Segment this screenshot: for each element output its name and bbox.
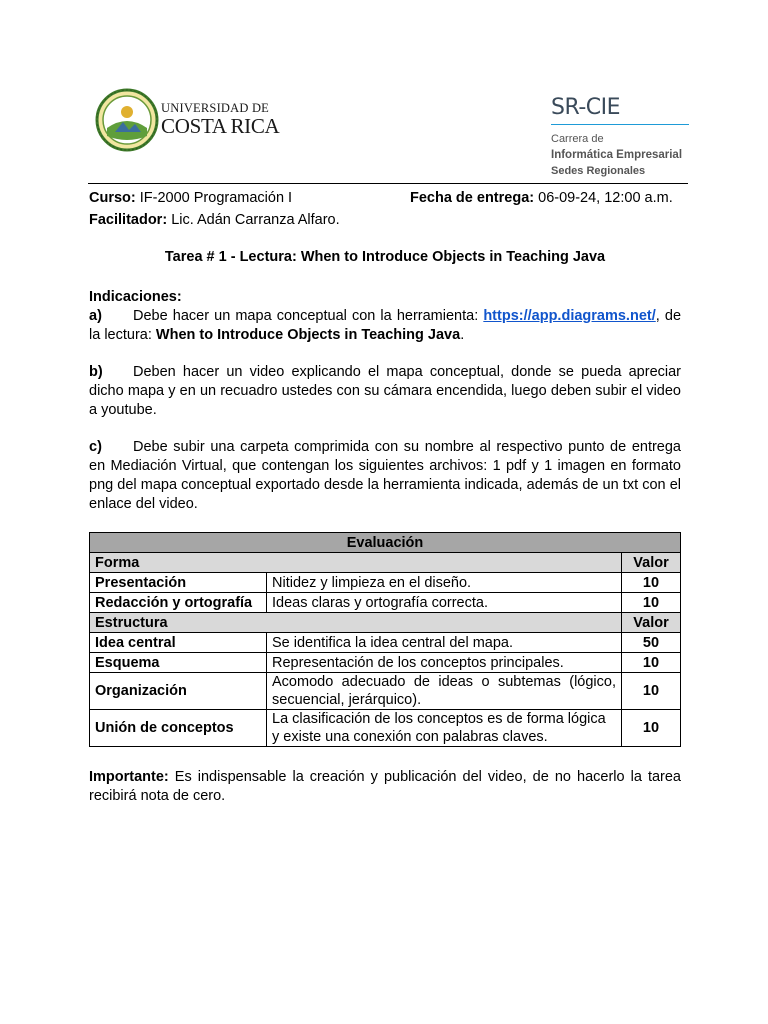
srcie-career-name: Informática Empresarial xyxy=(551,149,683,161)
important-label: Importante: xyxy=(89,769,169,785)
course-label: Curso: xyxy=(89,190,136,206)
instructions-heading: Indicaciones: xyxy=(89,289,182,305)
srcie-title: SR-CIE xyxy=(551,95,621,120)
section-name: Estructura xyxy=(90,613,622,633)
criterion-cell: Unión de conceptos xyxy=(90,710,267,747)
reading-title: When to Introduce Objects in Teaching Java xyxy=(155,327,461,343)
value-header: Valor xyxy=(622,553,681,573)
section-header-row xyxy=(90,553,681,573)
srcie-divider xyxy=(551,124,689,125)
instruction-a xyxy=(89,307,681,345)
ucr-name-line1: UNIVERSIDAD DE xyxy=(161,101,270,115)
diagrams-link[interactable]: https://app.diagrams.net/ xyxy=(483,308,656,324)
section-header-row xyxy=(90,613,681,633)
evaluation-table xyxy=(89,532,681,747)
header-divider xyxy=(88,183,688,184)
evaluation-caption-row xyxy=(90,533,681,553)
description-cell: Ideas claras y ortografía correcta. xyxy=(267,593,622,613)
instruction-c-text: Debe subir una carpeta comprimida con su nombre al respectivo punto de entrega en Mediación Virtual, que contengan los siguientes archivos: 1 pdf y 1 imagen en formato png del mapa conceptual exportado desde la herramienta indicada, además de un txt con el enlace del video. xyxy=(89,439,681,512)
instruction-b-text: Deben hacer un video explicando el mapa conceptual, donde se pueda apreciar dicho mapa y en un recuadro ustedes con su cámara encendida, luego deben subir el video a youtube. xyxy=(89,364,681,418)
due-date-line xyxy=(410,189,673,208)
criterion-cell: Organización xyxy=(90,673,267,710)
table-row xyxy=(90,710,681,747)
instruction-b xyxy=(89,363,681,420)
instruction-a-label: a) xyxy=(89,308,102,324)
description-cell: Nitidez y limpieza en el diseño. xyxy=(267,573,622,593)
table-row xyxy=(90,633,681,653)
instruction-a-end: . xyxy=(460,327,465,343)
srcie-logo xyxy=(551,95,691,179)
value-cell: 10 xyxy=(622,573,681,593)
important-note xyxy=(89,768,681,806)
value-cell: 10 xyxy=(622,710,681,747)
instruction-c-label: c) xyxy=(89,439,102,455)
due-date-value: 06-09-24, 12:00 a.m. xyxy=(538,190,673,206)
important-text: Es indispensable la creación y publicación del video, de no hacerlo la tarea recibirá nota de cero. xyxy=(89,769,681,804)
due-date-label: Fecha de entrega: xyxy=(410,190,535,206)
instruction-a-text: Debe hacer un mapa conceptual con la herramienta: xyxy=(133,308,484,324)
value-cell: 10 xyxy=(622,653,681,673)
value-cell: 10 xyxy=(622,673,681,710)
description-cell: Representación de los conceptos principales. xyxy=(267,653,622,673)
table-row xyxy=(90,673,681,710)
instruction-b-label: b) xyxy=(89,364,103,380)
ucr-seal-icon xyxy=(95,88,159,152)
facilitator-value: Lic. Adán Carranza Alfaro. xyxy=(171,212,340,228)
criterion-cell: Esquema xyxy=(90,653,267,673)
description-cell: Acomodo adecuado de ideas o subtemas (lógico, secuencial, jerárquico). xyxy=(267,673,622,710)
course-value: IF-2000 Programación I xyxy=(139,190,293,206)
criterion-cell: Idea central xyxy=(90,633,267,653)
criterion-cell: Redacción y ortografía xyxy=(90,593,267,613)
assignment-title: Tarea # 1 - Lectura: When to Introduce Objects in Teaching Java xyxy=(164,249,606,265)
description-cell: Se identifica la idea central del mapa. xyxy=(267,633,622,653)
evaluation-caption: Evaluación xyxy=(90,533,681,553)
course-line xyxy=(89,189,292,208)
table-row xyxy=(90,653,681,673)
facilitator-line xyxy=(89,211,340,230)
instruction-a-text-cont: , de la lectura: xyxy=(89,308,682,343)
srcie-sedes: Sedes Regionales xyxy=(551,165,646,177)
ucr-logo xyxy=(95,88,305,160)
description-cell: La clasificación de los conceptos es de forma lógica y existe una conexión con palabras claves. xyxy=(267,710,622,747)
value-cell: 10 xyxy=(622,593,681,613)
table-row xyxy=(90,573,681,593)
value-cell: 50 xyxy=(622,633,681,653)
instruction-c xyxy=(89,438,681,514)
srcie-career-label: Carrera de xyxy=(551,133,604,145)
section-name: Forma xyxy=(90,553,622,573)
criterion-cell: Presentación xyxy=(90,573,267,593)
value-header: Valor xyxy=(622,613,681,633)
table-row xyxy=(90,593,681,613)
ucr-name-line2: COSTA RICA xyxy=(161,113,280,138)
facilitator-label: Facilitador: xyxy=(89,212,168,228)
